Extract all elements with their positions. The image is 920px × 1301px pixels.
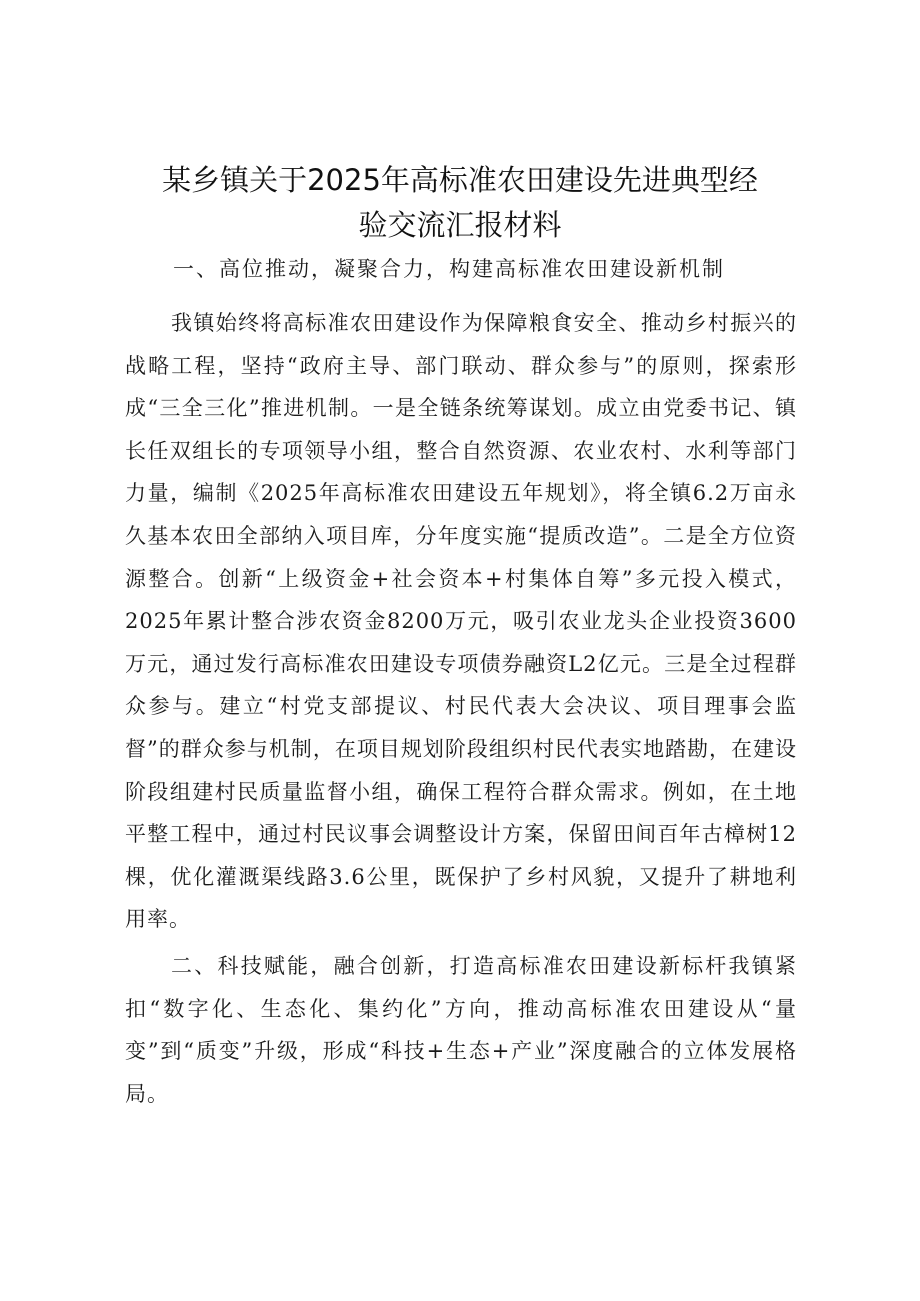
document-title (140, 158, 780, 248)
title-line-1: 某乡镇关于2025年高标准农田建设先进典型经 (162, 163, 758, 197)
section-1-heading: 一、高位推动，凝聚合力，构建高标准农田建设新机制 (173, 257, 725, 281)
section-1-paragraph: 我镇始终将高标准农田建设作为保障粮食安全、推动乡村振兴的战略工程，坚持“政府主导、部门联动、群众参与”的原则，探索形成“三全三化”推进机制。一是全链条统筹谋划。成立由党委书记、镇长任双组长的专项领导小组，整合自然资源、农业农村、水利等部门力量，编制《2025年高标准农田建设五年规划》，将全镇6.2万亩永久基本农田全部纳入项目库，分年度实施“提质改造”。二是全方位资源整合。创新“上级资金+社会资本+村集体自筹”多元投入模式，2025年累计整合涉农资金8200万元，吸引农业龙头企业投资3600万元，通过发行高标准农田建设专项债券融资L2亿元。三是全过程群众参与。建立“村党支部提议、村民代表大会决议、项目理事会监督”的群众参与机制，在项目规划阶段组织村民代表实地踏勘，在建设阶段组建村民质量监督小组，确保工程符合群众需求。例如，在土地平整工程中，通过村民议事会调整设计方案，保留田间百年古樟树12棵，优化灌溉渠线路3.6公里，既保护了乡村风貌，又提升了耕地利用率。 (125, 311, 797, 932)
section-2-paragraph: 二、科技赋能，融合创新，打造高标准农田建设新标杆我镇紧扣“数字化、生态化、集约化”方向，推动高标准农田建设从“量变”到“质变”升级，形成“科技+生态+产业”深度融合的立体发展格局。 (125, 954, 797, 1106)
title-line-2: 验交流汇报材料 (358, 208, 562, 242)
